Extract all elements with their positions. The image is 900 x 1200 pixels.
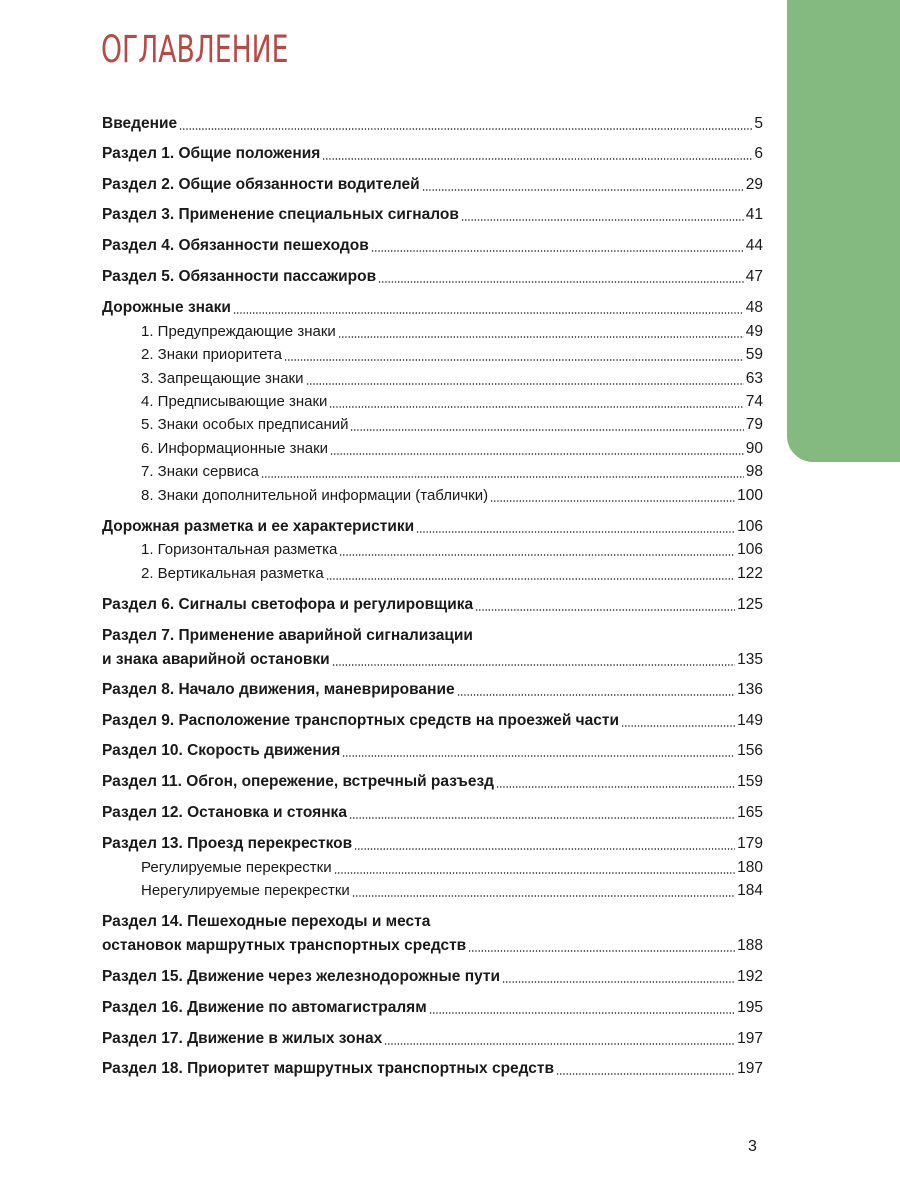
toc-entry-label-continued: остановок маршрутных транспортных средств xyxy=(102,937,467,954)
dot-leader xyxy=(350,429,743,431)
toc-entry-page: 125 xyxy=(737,596,763,613)
dot-leader xyxy=(416,531,735,533)
dot-leader xyxy=(261,476,744,478)
toc-entry-page: 6 xyxy=(754,145,763,162)
toc-entry-page: 195 xyxy=(737,999,763,1016)
dot-leader xyxy=(556,1073,735,1075)
toc-entry-label: 7. Знаки сервиса xyxy=(141,463,259,480)
toc-entry-label: 5. Знаки особых предписаний xyxy=(141,416,349,433)
toc-entry-label: Раздел 12. Остановка и стоянка xyxy=(102,804,347,821)
toc-entry-page: 197 xyxy=(737,1030,763,1047)
toc-entry[interactable] xyxy=(102,1027,763,1049)
toc-entry[interactable] xyxy=(102,648,763,670)
dot-leader xyxy=(329,406,743,408)
toc-entry-page: 98 xyxy=(745,463,763,480)
toc-entry[interactable] xyxy=(102,996,763,1018)
toc-entry-page: 122 xyxy=(737,565,763,582)
dot-leader xyxy=(352,895,735,897)
dot-leader xyxy=(461,219,744,221)
toc-entry-label: Раздел 16. Движение по автомагистралям xyxy=(102,999,427,1016)
dot-leader xyxy=(496,786,735,788)
toc-entry-label: 2. Вертикальная разметка xyxy=(141,565,324,582)
toc-entry[interactable] xyxy=(102,142,763,164)
toc-entry-page: 5 xyxy=(754,115,763,132)
toc-entry[interactable] xyxy=(102,965,763,987)
toc-entry-label: 8. Знаки дополнительной информации (таблички) xyxy=(141,487,489,504)
toc-entry-page: 179 xyxy=(737,835,763,852)
toc-entry-page: 197 xyxy=(737,1060,763,1077)
toc-entry-label: Раздел 8. Начало движения, маневрирование xyxy=(102,681,455,698)
toc-entry-label-continued: и знака аварийной остановки xyxy=(102,651,330,668)
toc-subentry[interactable] xyxy=(102,460,763,482)
toc-entry-label: Раздел 4. Обязанности пешеходов xyxy=(102,237,369,254)
toc-entry[interactable] xyxy=(102,709,763,731)
dot-leader xyxy=(284,359,744,361)
toc-entry[interactable] xyxy=(102,234,763,256)
toc-entry-page: 49 xyxy=(745,323,763,340)
toc-entry-label: Введение xyxy=(102,115,178,132)
dot-leader xyxy=(384,1043,735,1045)
toc-entry-label: Регулируемые перекрестки xyxy=(141,859,332,876)
toc-entry[interactable] xyxy=(102,203,763,225)
toc-subentry[interactable] xyxy=(102,413,763,435)
toc-subentry[interactable] xyxy=(102,856,763,878)
toc-entry-page: 149 xyxy=(737,712,763,729)
toc-entry-page: 192 xyxy=(737,968,763,985)
toc-entry-page: 165 xyxy=(737,804,763,821)
toc-entry-page: 180 xyxy=(737,859,763,876)
toc-entry-label: Дорожная разметка и ее характеристики xyxy=(102,518,415,535)
toc-entry-label: Раздел 17. Движение в жилых зонах xyxy=(102,1030,383,1047)
toc-entry-page: 156 xyxy=(737,742,763,759)
toc-entry-page: 47 xyxy=(745,268,763,285)
dot-leader xyxy=(371,250,744,252)
toc-entry-label: Раздел 6. Сигналы светофора и регулировщика xyxy=(102,596,474,613)
toc-entry-page: 74 xyxy=(745,393,763,410)
toc-entry-page: 44 xyxy=(745,237,763,254)
table-of-contents xyxy=(102,0,763,1200)
toc-entry-label: 1. Предупреждающие знаки xyxy=(141,323,336,340)
dot-leader xyxy=(342,755,735,757)
toc-entry-page: 63 xyxy=(745,370,763,387)
toc-entry-label: 2. Знаки приоритета xyxy=(141,346,282,363)
dot-leader xyxy=(179,128,752,130)
dot-leader xyxy=(502,981,735,983)
toc-entry-first-line[interactable] xyxy=(102,910,763,932)
toc-entry[interactable] xyxy=(102,934,763,956)
dot-leader xyxy=(429,1012,735,1014)
toc-entry[interactable] xyxy=(102,265,763,287)
toc-entry-label: Раздел 9. Расположение транспортных средств на проезжей части xyxy=(102,712,620,729)
toc-subentry[interactable] xyxy=(102,320,763,342)
toc-entry-label: Нерегулируемые перекрестки xyxy=(141,882,350,899)
toc-entry-label: Дорожные знаки xyxy=(102,299,231,316)
toc-entry-page: 184 xyxy=(737,882,763,899)
toc-entry-label: 6. Информационные знаки xyxy=(141,440,329,457)
toc-subentry[interactable] xyxy=(102,562,763,584)
toc-entry[interactable] xyxy=(102,801,763,823)
toc-subentry[interactable] xyxy=(102,538,763,560)
toc-entry-label: Раздел 7. Применение аварийной сигнализации xyxy=(102,627,473,644)
toc-entry-label: Раздел 3. Применение специальных сигналов xyxy=(102,206,459,223)
toc-entry-page: 41 xyxy=(745,206,763,223)
toc-entry-page: 106 xyxy=(737,541,763,558)
toc-entry[interactable] xyxy=(102,678,763,700)
toc-entry-label: Раздел 18. Приоритет маршрутных транспортных средств xyxy=(102,1060,555,1077)
toc-entry[interactable] xyxy=(102,1057,763,1079)
toc-entry-page: 106 xyxy=(737,518,763,535)
toc-subentry[interactable] xyxy=(102,879,763,901)
toc-entry-page: 90 xyxy=(745,440,763,457)
toc-entry[interactable] xyxy=(102,593,763,615)
toc-entry-label: Раздел 10. Скорость движения xyxy=(102,742,341,759)
toc-entry-label: Раздел 13. Проезд перекрестков xyxy=(102,835,353,852)
toc-entry-label: Раздел 5. Обязанности пассажиров xyxy=(102,268,377,285)
dot-leader xyxy=(233,312,744,314)
toc-entry-page: 100 xyxy=(737,487,763,504)
toc-entry-label: Раздел 15. Движение через железнодорожные пути xyxy=(102,968,500,985)
toc-entry[interactable] xyxy=(102,832,763,854)
dot-leader xyxy=(490,500,735,502)
toc-subentry[interactable] xyxy=(102,437,763,459)
dot-leader xyxy=(339,554,735,556)
toc-entry[interactable] xyxy=(102,296,763,318)
toc-entry-label: Раздел 1. Общие положения xyxy=(102,145,321,162)
dot-leader xyxy=(349,817,735,819)
toc-entry-label: 4. Предписывающие знаки xyxy=(141,393,328,410)
toc-entry[interactable] xyxy=(102,173,763,195)
dot-leader xyxy=(322,158,752,160)
toc-entry[interactable] xyxy=(102,112,763,134)
toc-entry-page: 48 xyxy=(745,299,763,316)
toc-entry-label: Раздел 11. Обгон, опережение, встречный разъезд xyxy=(102,773,494,790)
toc-entry[interactable] xyxy=(102,739,763,761)
dot-leader xyxy=(306,383,744,385)
dot-leader xyxy=(621,725,735,727)
dot-leader xyxy=(468,950,735,952)
dot-leader xyxy=(457,694,736,696)
dot-leader xyxy=(326,578,735,580)
dot-leader xyxy=(422,189,744,191)
page-number: 3 xyxy=(748,1138,757,1155)
dot-leader xyxy=(354,848,735,850)
toc-subentry[interactable] xyxy=(102,484,763,506)
dot-leader xyxy=(338,336,744,338)
dot-leader xyxy=(334,872,736,874)
dot-leader xyxy=(332,664,735,666)
toc-entry-page: 188 xyxy=(737,937,763,954)
toc-entry-page: 29 xyxy=(745,176,763,193)
toc-entry-page: 136 xyxy=(737,681,763,698)
chapter-side-tab xyxy=(787,0,900,462)
toc-entry[interactable] xyxy=(102,515,763,537)
dot-leader xyxy=(378,281,744,283)
toc-entry[interactable] xyxy=(102,770,763,792)
toc-entry-label: Раздел 2. Общие обязанности водителей xyxy=(102,176,420,193)
toc-entry-first-line[interactable] xyxy=(102,624,763,646)
toc-entry-label: 3. Запрещающие знаки xyxy=(141,370,304,387)
toc-entry-page: 159 xyxy=(737,773,763,790)
dot-leader xyxy=(475,609,735,611)
toc-entry-page: 79 xyxy=(745,416,763,433)
toc-subentry[interactable] xyxy=(102,367,763,389)
dot-leader xyxy=(330,453,744,455)
toc-subentry[interactable] xyxy=(102,390,763,412)
toc-entry-page: 59 xyxy=(745,346,763,363)
page-title: ОГЛАВЛЕНИЕ xyxy=(101,28,289,71)
toc-entry-label: Раздел 14. Пешеходные переходы и места xyxy=(102,913,431,930)
toc-entry-page: 135 xyxy=(737,651,763,668)
toc-subentry[interactable] xyxy=(102,343,763,365)
toc-entry-label: 1. Горизонтальная разметка xyxy=(141,541,338,558)
